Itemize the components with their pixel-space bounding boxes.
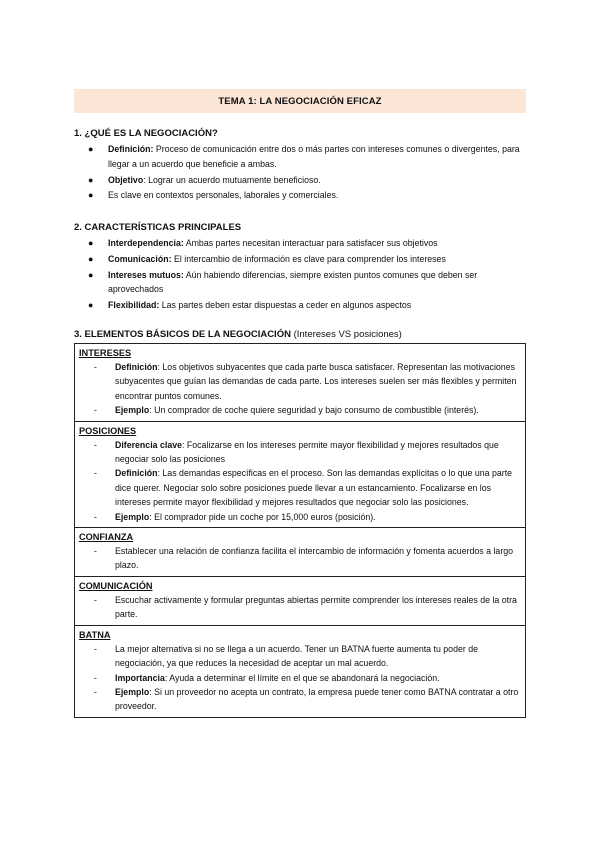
item-label: Definición: [108,144,154,154]
document-title-text: TEMA 1: LA NEGOCIACIÓN EFICAZ [218,95,382,107]
bullet-list [74,236,526,313]
list-item [74,188,526,203]
list-item [74,142,526,172]
list-item [79,685,521,714]
item-text: Ambas partes necesitan interactuar para satisfacer sus objetivos [183,238,438,248]
item-label: Flexibilidad: [108,300,160,311]
item-text: Las partes deben estar dispuestas a ceder en algunos aspectos [159,300,412,311]
section-que-es [74,127,526,204]
bullet-icon: ● [88,269,94,280]
table-row-posiciones [75,421,525,527]
list-item [79,671,521,685]
dash-icon: - [94,362,97,372]
list-item [74,236,526,251]
section-heading: 1. ¿QUÉ ES LA NEGOCIACIÓN? [74,128,218,139]
dash-icon: - [94,686,97,697]
item-label: Objetivo [108,174,144,185]
list-item [74,173,526,188]
item-label: Interdependencia: [108,238,184,248]
bullet-icon: ● [88,238,94,248]
item-text: : Ayuda a determinar el límite en el que se abandonará la negociación. [164,672,440,683]
item-label: Importancia [115,672,165,683]
bullet-icon: ● [88,190,94,201]
document-title [74,89,526,113]
item-text: : Focalizarse en los intereses permite mayor flexibilidad y mejores resultados que negociar solo las posiciones [115,439,499,465]
row-title: INTERESES [79,348,132,358]
item-text: Aún habiendo diferencias, siempre existen puntos comunes que deben ser aprovechados [108,269,478,295]
list-item [74,298,526,313]
dash-icon: - [94,511,97,522]
bullet-list [74,142,526,203]
section-elementos [74,328,526,342]
dash-icon: - [94,546,97,557]
item-label: Definición [115,362,158,372]
dash-list [79,544,521,573]
table-row-batna [75,625,525,717]
row-title: POSICIONES [79,425,137,436]
item-text: Establecer una relación de confianza facilita el intercambio de información y fomenta acuerdos a largo plazo. [115,546,514,571]
table-row-intereses [75,344,525,421]
list-item [79,642,521,671]
elements-table [74,343,526,718]
item-label: Ejemplo [115,511,150,522]
section-heading-text: 3. ELEMENTOS BÁSICOS DE LA NEGOCIACIÓN [74,329,291,340]
bullet-icon: ● [88,174,94,185]
dash-list [79,642,521,714]
bullet-icon: ● [88,253,94,264]
bullet-icon: ● [88,144,94,154]
list-item [79,360,521,403]
list-item [79,544,521,573]
dash-icon: - [94,405,97,416]
item-text: : Lograr un acuerdo mutuamente beneficioso. [143,174,321,185]
row-title: BATNA [79,629,111,640]
item-label: Diferencia clave [115,439,182,450]
row-title: CONFIANZA [79,532,134,543]
item-text: : Si un proveedor no acepta un contrato, la empresa puede tener como BATNA contratar a otro proveedor. [115,686,519,712]
item-label: Ejemplo [115,686,150,697]
section-caracteristicas [74,221,526,314]
section-heading: 2. CARACTERÍSTICAS PRINCIPALES [74,222,242,233]
dash-list [79,438,521,524]
list-item [79,438,521,467]
dash-icon: - [94,468,97,479]
list-item [74,252,526,267]
dash-list [79,360,521,418]
table-row-comunicacion [75,576,525,625]
dash-icon: - [94,594,97,605]
list-item [79,466,521,509]
item-text: : El comprador pide un coche por 15,000 euros (posición). [149,511,376,522]
dash-icon: - [94,439,97,450]
list-item [79,403,521,417]
section-heading [74,328,526,342]
dash-icon: - [94,643,97,654]
item-text: : Las demandas específicas en el proceso. Son las demandas explícitas o lo que una parte dice querer. Negociar solo sobre posiciones puede llevar a un estancamiento. Focalizarse en los intereses permite mayor flexibilidad y mejores resultados que negociar solo las posiciones. [115,468,513,508]
item-label: Comunicación: [108,253,172,264]
item-label: Definición [115,468,158,479]
item-text: Es clave en contextos personales, laborales y comerciales. [108,190,339,201]
bullet-icon: ● [88,300,94,311]
list-item [74,268,526,298]
item-text: Escuchar activamente y formular preguntas abiertas permite comprender los intereses reales de la otra parte. [115,594,517,620]
item-text: La mejor alternativa si no se llega a un acuerdo. Tener un BATNA fuerte aumenta tu poder de negociación, ya que reduces la necesidad de aceptar un mal acuerdo. [115,643,479,669]
dash-icon: - [94,672,97,683]
item-label: Ejemplo [115,405,150,416]
dash-list [79,593,521,622]
row-title: COMUNICACIÓN [79,580,153,591]
item-text: Proceso de comunicación entre dos o más partes con intereses comunes o divergentes, para llegar a un acuerdo que beneficie a ambas. [108,144,520,169]
item-label: Intereses mutuos: [108,269,184,280]
item-text: : Los objetivos subyacentes que cada parte busca satisfacer. Representan las motivaciones subyacentes que guían las demandas de cada parte. Los intereses suelen ser más flexibles y permiten encontrar puntos comunes. [115,362,517,401]
table-row-confianza [75,527,525,576]
item-text: El intercambio de información es clave para comprender los intereses [171,253,446,264]
section-heading-suffix: (Intereses VS posiciones) [290,329,402,340]
item-text: : Un comprador de coche quiere seguridad y bajo consumo de combustible (interés). [149,405,479,416]
list-item [79,593,521,622]
list-item [79,510,521,524]
